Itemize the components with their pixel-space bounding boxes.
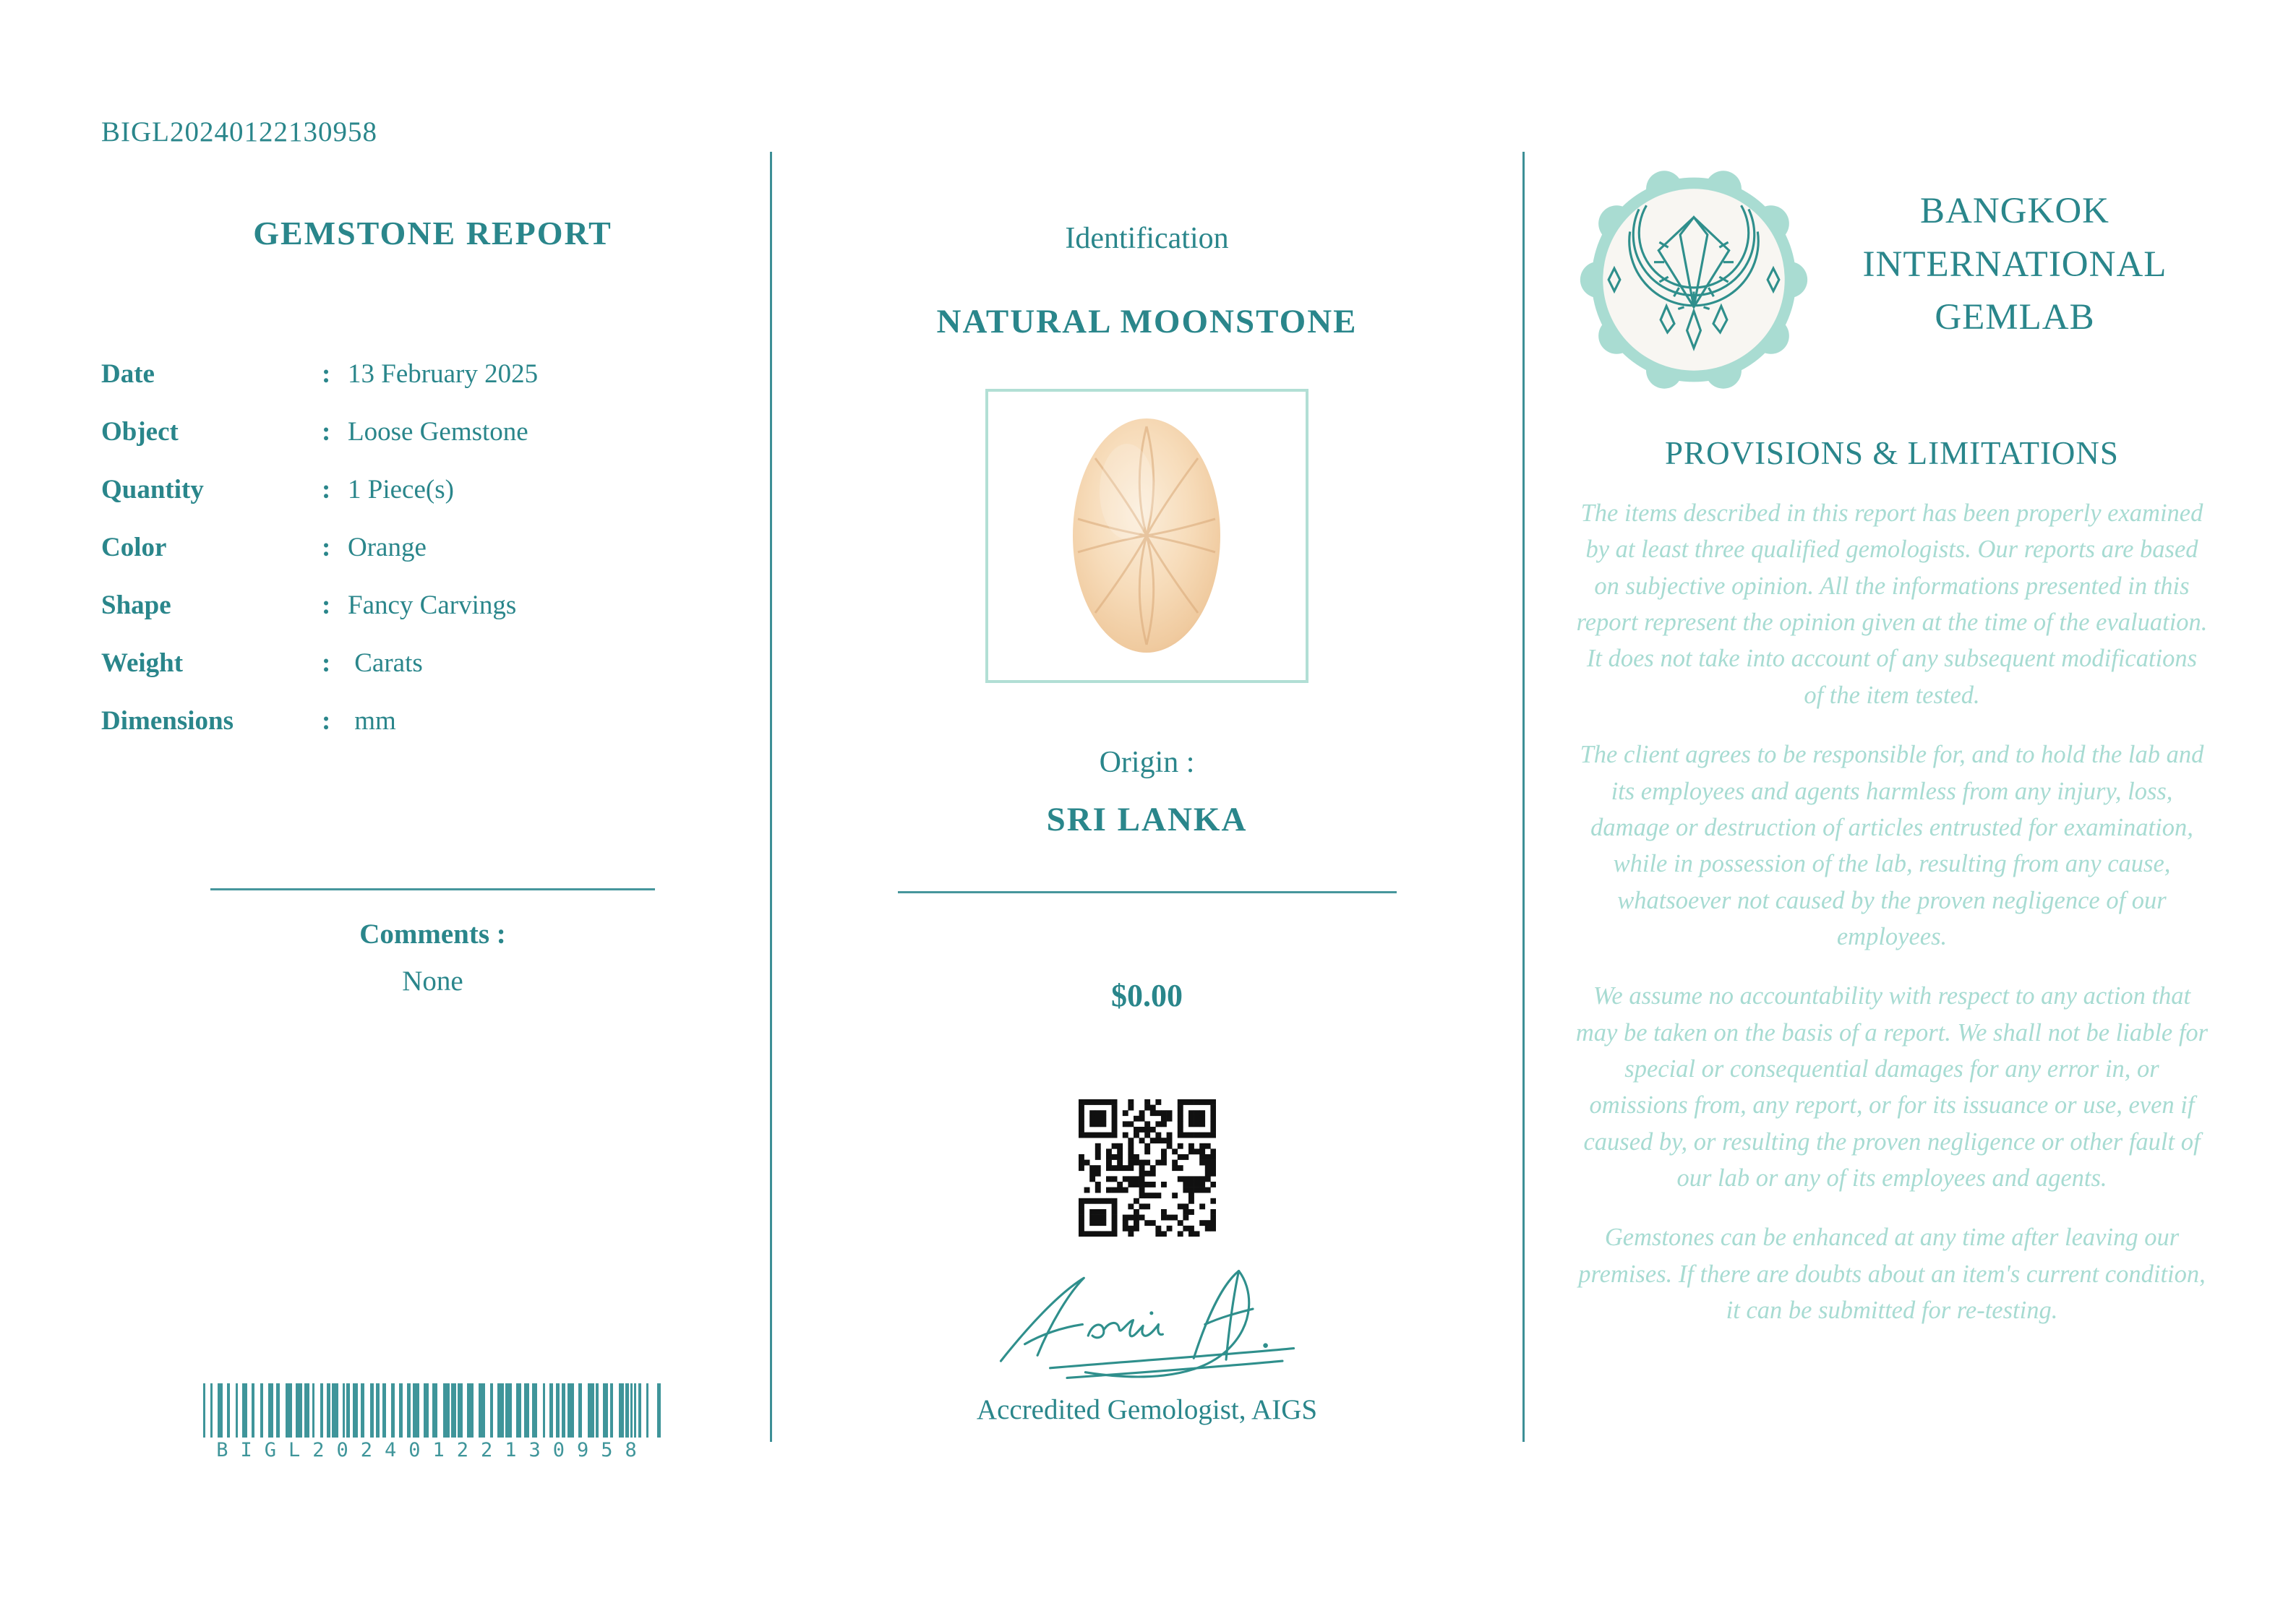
- spec-row-color: [101, 518, 764, 576]
- provision-paragraph: The items described in this report has been properly examined by at least three qualified gemologists. Our reports are based on subjective opinion. All the informations presented in this report represent the opinion given at the time of the evaluation. It does not take into account of any subsequent modifications of the item tested.: [1576, 499, 2208, 709]
- report-number: BIGL20240122130958: [101, 116, 377, 147]
- spec-row-weight: [101, 634, 764, 692]
- gemologist-signature: [985, 1257, 1310, 1391]
- lab-name-line: GEMLAB: [1935, 297, 2095, 338]
- spec-row-date: [101, 345, 764, 403]
- provision-paragraph: We assume no accountability with respect to any action that may be taken on the basis of a report. We shall not be liable for special or consequential damages for any error in, or omissions from, any report, or for its issuance or use, even if caused by, or resulting the proven negligence or other fault of our lab or any of its employees and agents.: [1575, 982, 2209, 1193]
- provision-paragraph: The client agrees to be responsible for, and to hold the lab and its employees and agents harmless from any injury, loss, damage or destruction of articles entrusted for examination, while in possession of the lab, resulting from any cause, whatsoever not caused by the proven negligence of our employees.: [1580, 741, 2204, 950]
- barcode: [101, 1383, 764, 1461]
- spec-value: Fancy Carvings: [348, 590, 517, 620]
- barcode-text: BIGL20240122130958: [216, 1439, 649, 1461]
- identification-column: [771, 0, 1522, 1624]
- spec-row-dimensions: [101, 692, 764, 749]
- provisions-column: [1522, 0, 2296, 1624]
- spec-separator: :: [322, 532, 331, 562]
- spec-value: 1 Piece(s): [348, 474, 454, 504]
- identification-heading: Identification: [1065, 222, 1229, 255]
- comments-divider-line: [210, 888, 655, 890]
- gem-photo: [988, 392, 1306, 680]
- price-value: $0.00: [1111, 978, 1183, 1013]
- spec-separator: :: [322, 416, 331, 447]
- lab-name: [1813, 185, 2209, 344]
- gem-name: NATURAL MOONSTONE: [936, 303, 1358, 340]
- comments-heading: Comments :: [359, 919, 506, 950]
- signer-title: Accredited Gemologist, AIGS: [976, 1394, 1318, 1425]
- spec-table: [101, 345, 764, 749]
- spec-separator: :: [322, 590, 331, 620]
- origin-value: SRI LANKA: [1046, 801, 1248, 838]
- spec-label: Shape: [101, 590, 171, 620]
- spec-label: Dimensions: [101, 705, 234, 736]
- qr-code: [1079, 1099, 1216, 1237]
- provisions-heading: PROVISIONS & LIMITATIONS: [1665, 435, 2119, 471]
- spec-separator: :: [322, 648, 331, 678]
- barcode-bars: [203, 1383, 662, 1438]
- origin-divider-line: [898, 891, 1397, 893]
- lab-logo-seal-icon: [1575, 160, 1813, 403]
- spec-separator: :: [322, 705, 331, 736]
- lab-header: [1575, 160, 2209, 403]
- spec-row-object: [101, 403, 764, 460]
- origin-heading: Origin :: [1099, 746, 1195, 779]
- comments-value: None: [402, 966, 463, 997]
- provision-paragraph: Gemstones can be enhanced at any time after leaving our premises. If there are doubts about an item's current condition, it can be submitted for re-testing.: [1578, 1224, 2206, 1325]
- spec-value: Carats: [348, 648, 423, 678]
- spec-value: mm: [348, 705, 396, 736]
- spec-label: Color: [101, 532, 167, 562]
- spec-label: Weight: [101, 648, 184, 678]
- spec-value: Loose Gemstone: [348, 416, 528, 447]
- spec-label: Object: [101, 416, 179, 447]
- spec-row-quantity: [101, 460, 764, 518]
- spec-label: Date: [101, 358, 155, 389]
- spec-row-shape: [101, 576, 764, 634]
- report-summary-column: [0, 0, 771, 1624]
- gem-photo-frame: [985, 389, 1308, 683]
- spec-value: Orange: [348, 532, 427, 562]
- spec-value: 13 February 2025: [348, 358, 539, 389]
- page-title: GEMSTONE REPORT: [253, 215, 612, 252]
- spec-separator: :: [322, 358, 331, 389]
- spec-label: Quantity: [101, 474, 204, 504]
- spec-separator: :: [322, 474, 331, 504]
- lab-name-line: INTERNATIONAL: [1862, 244, 2167, 285]
- lab-name-line: BANGKOK: [1920, 191, 2109, 232]
